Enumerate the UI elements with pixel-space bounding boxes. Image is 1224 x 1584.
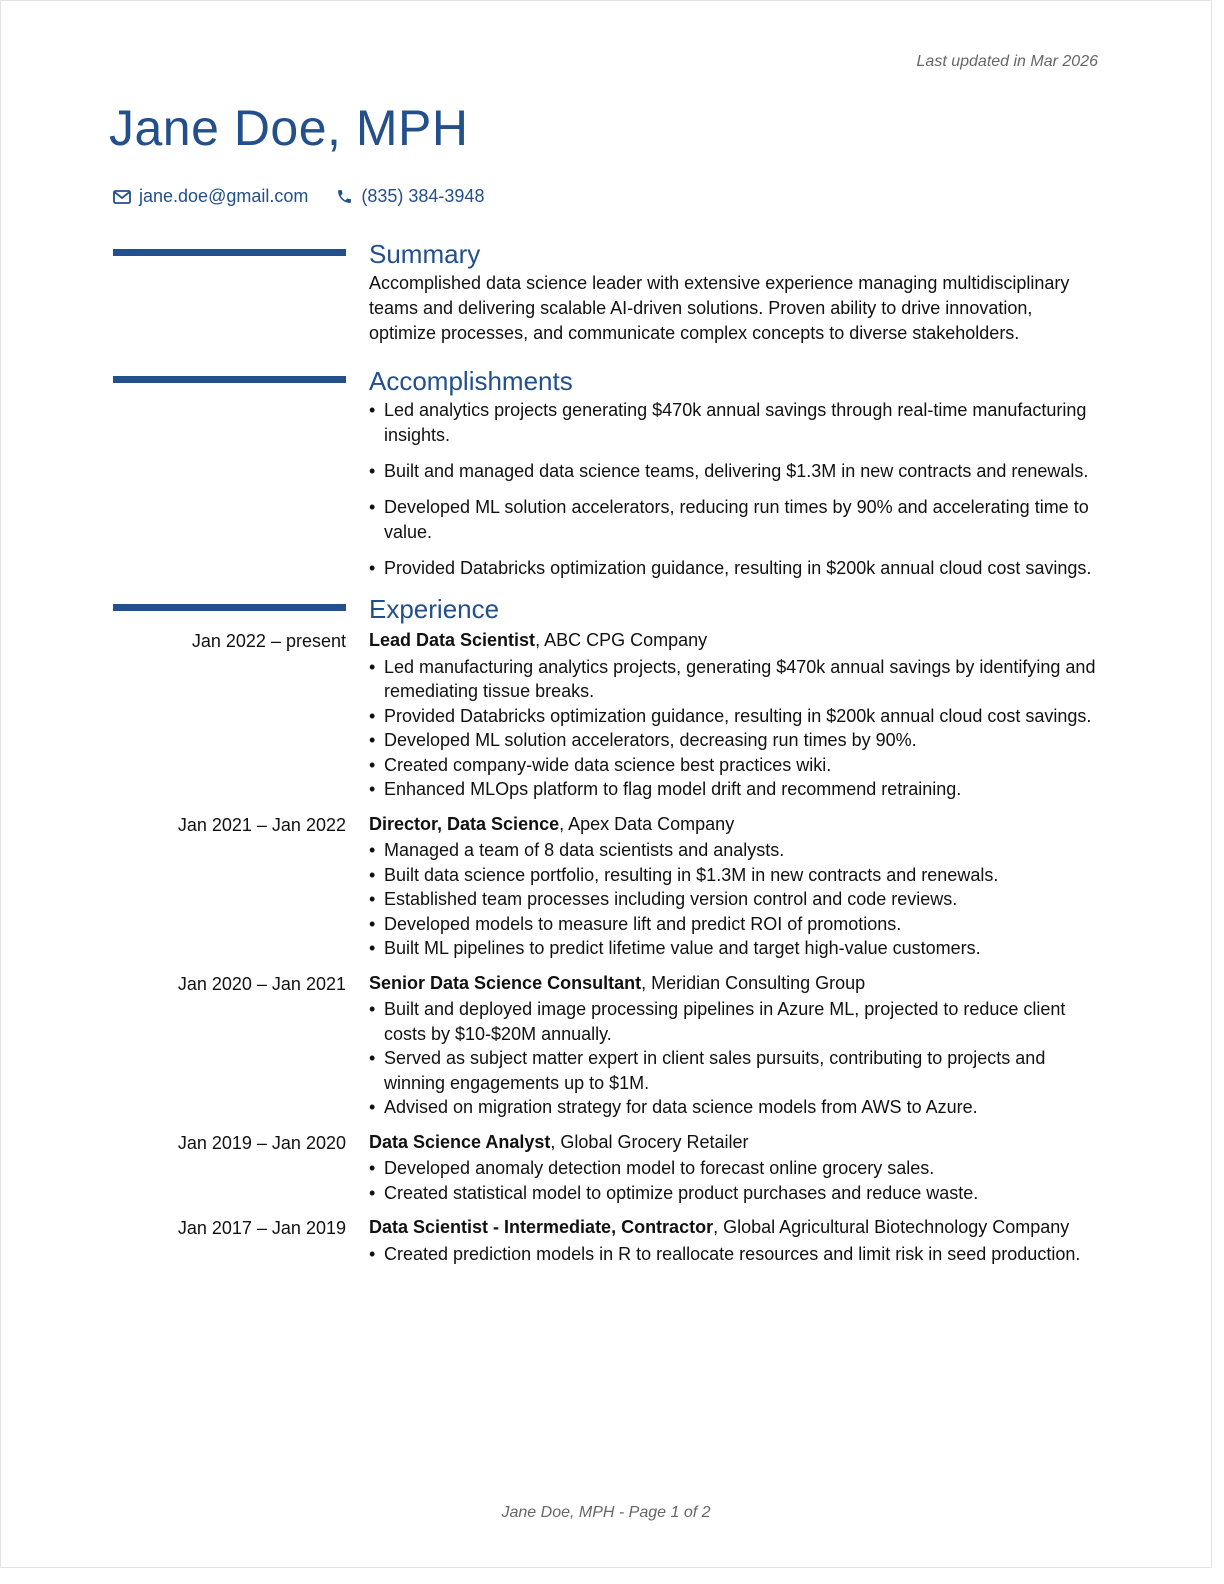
job-bullet: • Built and deployed image processing pipelines in Azure ML, projected to reduce client costs by $10-$20M annually. (369, 997, 1101, 1046)
summary-text: Accomplished data science leader with extensive experience managing multidisciplinary teams and delivering scalable AI-driven solutions. Proven ability to drive innovation, optimize processes, and communicate complex concepts to diverse stakeholders. (369, 273, 1070, 343)
job-role: Data Science Analyst (369, 1131, 551, 1152)
accomplishments-list (369, 398, 1101, 581)
last-updated: Last updated in Mar 2026 (916, 53, 1098, 70)
job-bullets (369, 997, 1101, 1120)
job-role: Lead Data Scientist (369, 630, 536, 650)
job-bullet: • Advised on migration strategy for data science models from AWS to Azure. (369, 1095, 1101, 1120)
job-dates: Jan 2021 – Jan 2022 (177, 814, 346, 835)
job-bullet: • Created company-wide data science best practices wiki. (369, 753, 1101, 778)
accomplishment-item: • Built and managed data science teams, delivering $1.3M in new contracts and renewals. (369, 459, 1101, 484)
job-bullets (369, 1156, 1101, 1205)
experience-list (113, 628, 1101, 1266)
job-bullet: • Provided Databricks optimization guidance, resulting in $200k annual cloud cost savings. (369, 704, 1101, 729)
job-company: , Global Agricultural Biotechnology Company (713, 1217, 1070, 1237)
phone-contact[interactable] (336, 186, 484, 207)
job-role: Data Scientist - Intermediate, Contractor (369, 1217, 714, 1237)
job-company: , Meridian Consulting Group (641, 972, 866, 993)
job-bullet: • Built ML pipelines to predict lifetime value and target high-value customers. (369, 936, 1101, 961)
job-dates: Jan 2019 – Jan 2020 (177, 1132, 346, 1153)
job-bullet: • Served as subject matter expert in client sales pursuits, contributing to projects and winning engagements up to $1M. (369, 1046, 1101, 1095)
job-entry (113, 628, 1101, 802)
section-title: Accomplishments (369, 366, 573, 396)
phone-icon (336, 188, 353, 205)
job-bullet: • Built data science portfolio, resulting in $1.3M in new contracts and renewals. (369, 863, 1101, 888)
section-bar (113, 604, 346, 611)
accomplishments-section (113, 364, 1101, 592)
job-role: Senior Data Science Consultant (369, 972, 642, 993)
email-link[interactable]: jane.doe@gmail.com (139, 186, 309, 206)
job-bullet: • Created statistical model to optimize product purchases and reduce waste. (369, 1181, 1101, 1206)
section-bar (113, 376, 346, 383)
contact-info (113, 186, 484, 207)
job-bullet: • Led manufacturing analytics projects, generating $470k annual savings by identifying and remediating tissue breaks. (369, 655, 1101, 704)
job-bullet: • Created prediction models in R to reallocate resources and limit risk in seed production. (369, 1242, 1101, 1267)
job-bullets (369, 1242, 1101, 1267)
job-bullet: • Developed anomaly detection model to forecast online grocery sales. (369, 1156, 1101, 1181)
job-entry (113, 971, 1101, 1120)
accomplishment-item: • Provided Databricks optimization guidance, resulting in $200k annual cloud cost savings. (369, 556, 1101, 581)
email-contact[interactable] (113, 186, 308, 207)
job-bullet: • Developed models to measure lift and predict ROI of promotions. (369, 912, 1101, 937)
section-title: Summary (369, 239, 481, 269)
page-footer: Jane Doe, MPH - Page 1 of 2 (501, 1504, 711, 1521)
job-bullet: • Managed a team of 8 data scientists and analysts. (369, 838, 1101, 863)
section-title: Experience (369, 594, 500, 624)
job-dates: Jan 2017 – Jan 2019 (177, 1218, 346, 1238)
envelope-icon (113, 190, 131, 204)
job-bullet: • Enhanced MLOps platform to flag model drift and recommend retraining. (369, 777, 1101, 802)
experience-section (113, 592, 1101, 628)
job-company: , ABC CPG Company (535, 630, 708, 650)
job-dates: Jan 2022 – present (191, 631, 346, 651)
section-bar (113, 249, 346, 256)
job-company: , Apex Data Company (559, 813, 735, 834)
job-company: , Global Grocery Retailer (550, 1131, 749, 1152)
accomplishment-item: • Developed ML solution accelerators, reducing run times by 90% and accelerating time to value. (369, 495, 1101, 545)
resume-body (113, 237, 1101, 1276)
job-entry (113, 812, 1101, 961)
job-entry (113, 1130, 1101, 1206)
job-entry (113, 1215, 1101, 1266)
job-dates: Jan 2020 – Jan 2021 (177, 973, 346, 994)
job-bullet: • Established team processes including version control and code reviews. (369, 887, 1101, 912)
phone-number[interactable]: (835) 384-3948 (361, 186, 485, 206)
job-bullet: • Developed ML solution accelerators, decreasing run times by 90%. (369, 728, 1101, 753)
job-bullets (369, 838, 1101, 961)
candidate-name: Jane Doe, MPH (109, 100, 469, 156)
job-role: Director, Data Science (369, 813, 560, 834)
summary-section (113, 237, 1101, 364)
accomplishment-item: • Led analytics projects generating $470k annual savings through real-time manufacturing insights. (369, 398, 1101, 448)
job-bullets (369, 655, 1101, 802)
